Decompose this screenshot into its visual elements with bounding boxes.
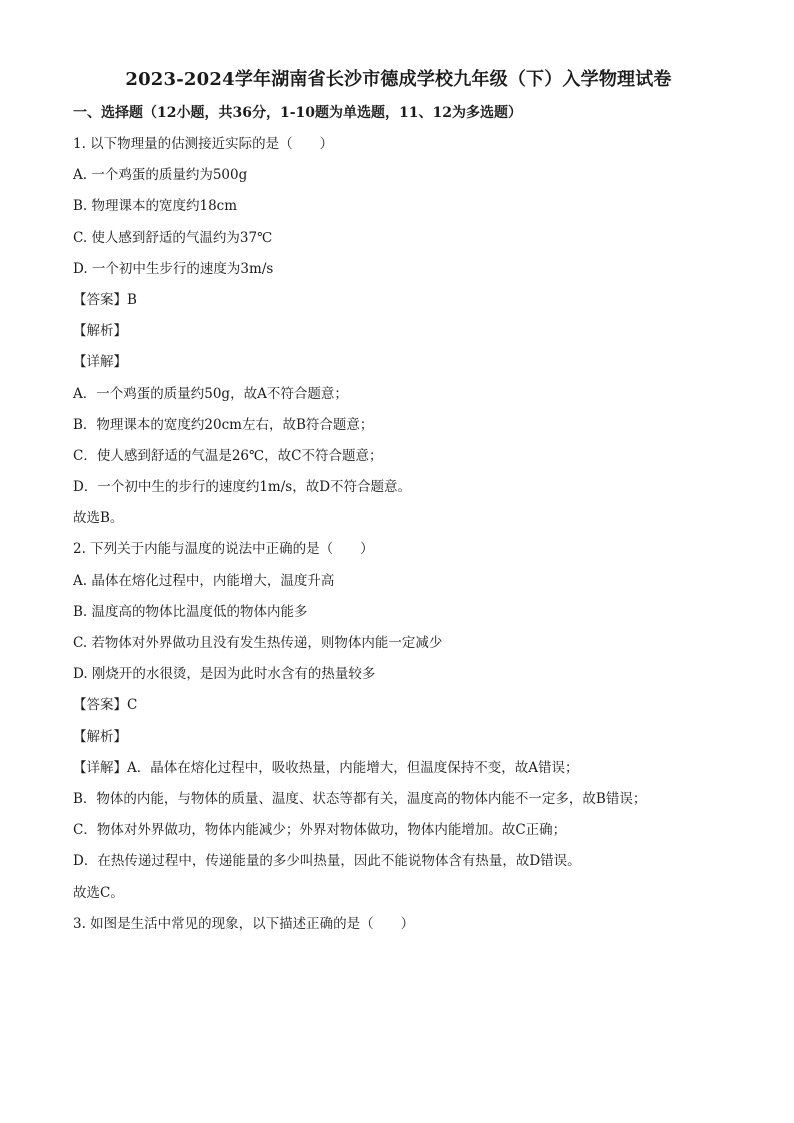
question-1-analysis-label: 【解析】 bbox=[73, 323, 127, 340]
question-2-stem: 2. 下列关于内能与温度的说法中正确的是（ ） bbox=[73, 541, 374, 558]
question-1-detail-d: D．一个初中生的步行的速度约1m/s，故D不符合题意。 bbox=[73, 479, 412, 496]
question-1-option-a: A. 一个鸡蛋的质量约为500g bbox=[73, 167, 248, 184]
question-1-detail-b: B．物理课本的宽度约20cm左右，故B符合题意； bbox=[73, 416, 374, 433]
section-heading: 一、选择题（12小题，共36分，1-10题为单选题，11、12为多选题） bbox=[73, 105, 522, 121]
question-1 bbox=[73, 133, 724, 529]
question-1-conclusion: 故选B。 bbox=[73, 510, 124, 527]
question-1-answer: 【答案】B bbox=[73, 291, 137, 308]
question-2-conclusion: 故选C。 bbox=[73, 884, 124, 901]
question-2-detail-b: B．物体的内能，与物体的质量、温度、状态等都有关，温度高的物体内能不一定多，故B错误； bbox=[73, 790, 647, 807]
question-3-stem: 3. 如图是生活中常见的现象，以下描述正确的是（ ） bbox=[73, 915, 415, 932]
question-1-option-c: C. 使人感到舒适的气温约为37℃ bbox=[73, 229, 273, 246]
exam-title: 2023-2024学年湖南省长沙市德成学校九年级（下）入学物理试卷 bbox=[125, 69, 672, 90]
question-1-detail-a: A．一个鸡蛋的质量约50g，故A不符合题意； bbox=[73, 385, 348, 402]
question-1-stem: 1. 以下物理量的估测接近实际的是（ ） bbox=[73, 136, 334, 152]
question-2-detail-c: C．物体对外界做功，物体内能减少；外界对物体做功，物体内能增加。故C正确； bbox=[73, 822, 567, 839]
question-2-analysis-label: 【解析】 bbox=[73, 728, 127, 745]
question-2-detail-d: D．在热传递过程中，传递能量的多少叫热量，因此不能说物体含有热量，故D错误。 bbox=[73, 853, 581, 870]
question-1-detail-label: 【详解】 bbox=[73, 354, 127, 371]
question-2-detail-a: 【详解】A．晶体在熔化过程中，吸收热量，内能增大，但温度保持不变，故A错误； bbox=[73, 759, 579, 776]
question-2-option-c: C. 若物体对外界做功且没有发生热传递，则物体内能一定减少 bbox=[73, 635, 443, 651]
question-1-option-b: B. 物理课本的宽度约18cm bbox=[73, 198, 238, 215]
question-2-option-b: B. 温度高的物体比温度低的物体内能多 bbox=[73, 603, 308, 620]
question-2-answer: 【答案】C bbox=[73, 697, 138, 714]
question-2-option-d: D. 刚烧开的水很烫，是因为此时水含有的热量较多 bbox=[73, 666, 376, 683]
question-3 bbox=[73, 913, 724, 935]
question-1-option-d: D. 一个初中生步行的速度为3m/s bbox=[73, 260, 274, 277]
question-2-option-a: A. 晶体在熔化过程中，内能增大，温度升高 bbox=[73, 572, 335, 589]
question-1-detail-c: C．使人感到舒适的气温是26℃，故C不符合题意； bbox=[73, 447, 383, 464]
question-2 bbox=[73, 538, 724, 903]
